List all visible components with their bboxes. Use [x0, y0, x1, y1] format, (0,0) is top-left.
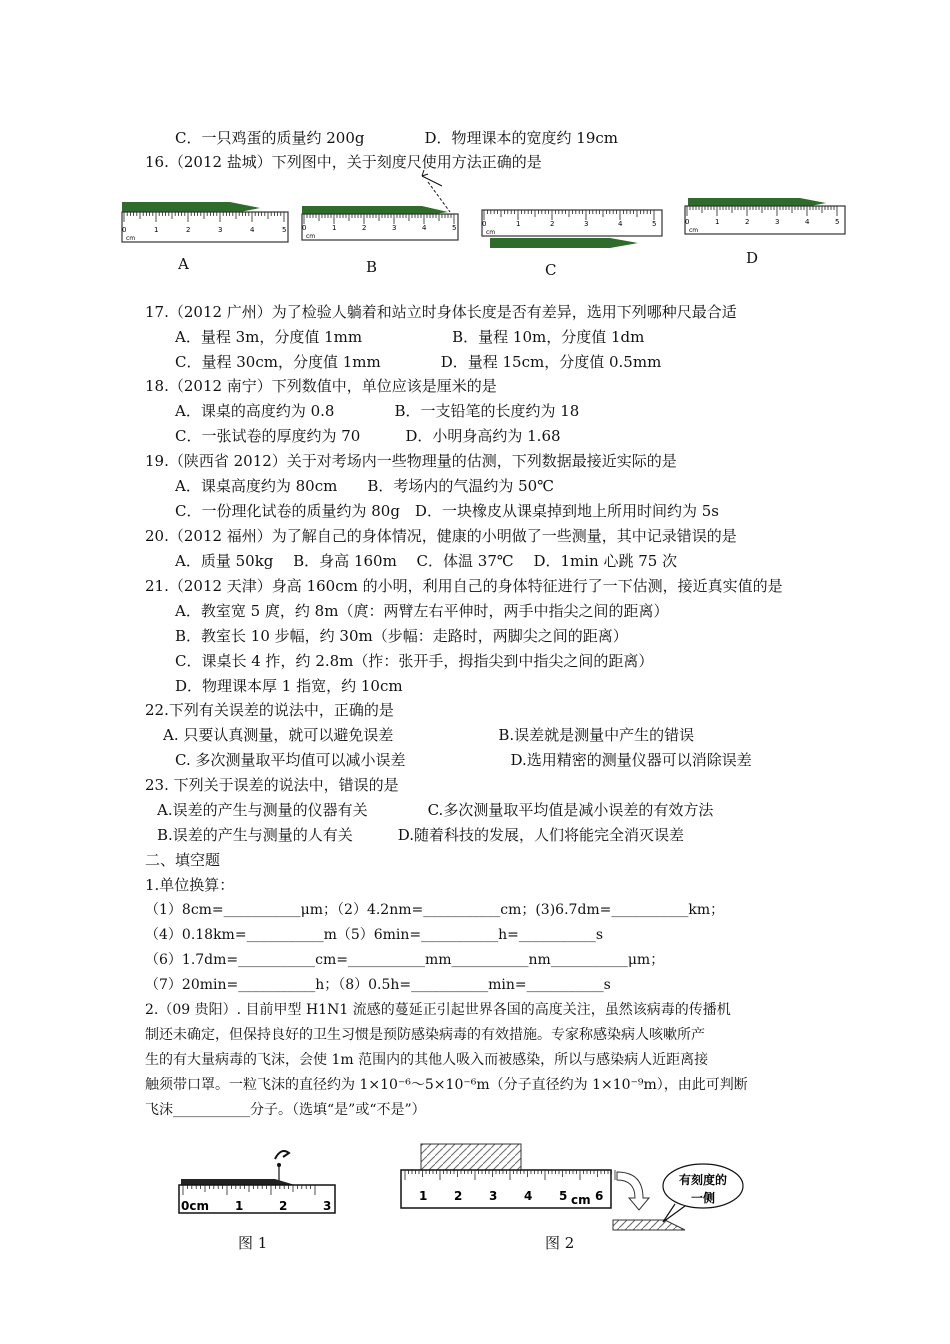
callout-text-2: 一侧	[690, 1191, 716, 1205]
q22-options-1: A. 只要认真测量，就可以避免误差 B.误差就是测量中产生的错误	[163, 726, 695, 744]
ruler-unit: cm	[306, 233, 316, 240]
ruler-number: 5	[282, 226, 287, 234]
block	[421, 1144, 521, 1170]
figure-2	[395, 1140, 755, 1240]
fill-1-line-3: （6）1.7dm=___________cm=___________mm___________nm___________μm；	[145, 952, 665, 968]
figure-1	[175, 1135, 345, 1220]
ruler-d	[685, 206, 845, 234]
q21-option-c: C．课桌长 4 拃，约 2.8m（拃：张开手，拇指尖到中指尖之间的距离）	[175, 652, 654, 670]
label-c: C	[545, 261, 557, 279]
q17-options-2: C．量程 30cm，分度值 1mm D．量程 15cm，分度值 0.5mm	[175, 353, 662, 371]
ruler-number: 1	[332, 224, 337, 232]
ruler-unit: 0cm	[181, 1199, 209, 1213]
ruler-number: 2	[745, 218, 750, 226]
ruler-number: 5	[835, 218, 840, 226]
arrow-pencil-c	[490, 238, 638, 248]
ruler-number: 3	[392, 224, 397, 232]
question-16: 16.（2012 盐城）下列图中，关于刻度尺使用方法正确的是	[145, 153, 542, 171]
fill-1-line-1: （1）8cm=___________μm；（2）4.2nm=___________cm；(3)6.7dm=___________km；	[145, 902, 725, 918]
eye-icon	[422, 170, 442, 186]
ruler-number: 3	[775, 218, 780, 226]
q23-options-2: B.误差的产生与测量的人有关 D.随着科技的发展，人们将能完全消灭误差	[157, 826, 685, 844]
section-fill-in: 二、填空题	[145, 851, 221, 869]
curved-arrow-icon	[617, 1172, 649, 1210]
svg-text:1: 1	[235, 1199, 244, 1213]
fill-2-line-5: 飞沫___________分子。（选填“是”或“不是”）	[145, 1102, 426, 1118]
ruler-option-b	[302, 170, 458, 240]
option-line: C．一只鸡蛋的质量约 200g D．物理课本的宽度约 19cm	[175, 129, 618, 147]
svg-text:2: 2	[279, 1199, 288, 1213]
question-17: 17.（2012 广州）为了检验人躺着和站立时身体长度是否有差异，选用下列哪种尺最合适	[145, 303, 737, 321]
ruler-number: 4	[618, 220, 623, 228]
ruler-number: 4	[250, 226, 255, 234]
ruler-number: 3	[218, 226, 223, 234]
ruler-number: 2	[362, 224, 367, 232]
question-22: 22.下列有关误差的说法中，正确的是	[145, 701, 394, 719]
svg-text:4: 4	[524, 1189, 533, 1203]
svg-text:6: 6	[595, 1189, 604, 1203]
label-d: D	[746, 249, 759, 267]
ruler-number: 1	[516, 220, 521, 228]
q21-option-b: B．教室长 10 步幅，约 30m（步幅：走路时，两脚尖之间的距离）	[175, 627, 628, 645]
ruler-number: 0	[122, 226, 127, 234]
ruler-number: 5	[452, 224, 457, 232]
q22-options-2: C. 多次测量取平均值可以减小误差 D.选用精密的测量仪器可以消除误差	[175, 751, 752, 769]
question-19: 19.（陕西省 2012）关于对考场内一些物理量的估测，下列数据最接近实际的是	[145, 452, 677, 470]
svg-text:1: 1	[419, 1189, 428, 1203]
q23-options-1: A.误差的产生与测量的仪器有关 C.多次测量取平均值是减小误差的有效方法	[157, 801, 714, 819]
fill-1-line-2: （4）0.18km=___________m（5）6min=___________h=___________s	[145, 927, 604, 943]
fill-1: 1.单位换算：	[145, 876, 235, 894]
fill-2-line-1: 2.（09 贵阳）. 目前甲型 H1N1 流感的蔓延正引起世界各国的高度关注，虽然该病毒的传播机	[145, 1002, 731, 1018]
svg-text:2: 2	[454, 1189, 463, 1203]
question-21: 21.（2012 天津）身高 160cm 的小明，利用自己的身体特征进行了一下估测，接近真实值的是	[145, 577, 783, 595]
ruler-number: 2	[550, 220, 555, 228]
ruler-unit: cm	[486, 229, 496, 236]
question-18: 18.（2012 南宁）下列数值中，单位应该是厘米的是	[145, 377, 497, 395]
q18-options-2: C．一张试卷的厚度约为 70 D．小明身高约为 1.68	[175, 427, 561, 445]
ruler-number: 0	[482, 220, 487, 228]
fill-2-line-4: 触须带口罩。一粒飞沫的直径约为 1×10⁻⁶～5×10⁻⁶m（分子直径约为 1×10⁻⁹m），由此可判断	[145, 1077, 748, 1093]
ruler-number: 0	[685, 218, 690, 226]
ruler-number: 3	[584, 220, 589, 228]
figure-2-caption: 图 2	[545, 1234, 575, 1252]
ruler-unit: cm	[126, 235, 136, 242]
ruler-unit: cm	[571, 1193, 591, 1207]
svg-text:3: 3	[323, 1199, 332, 1213]
ruler-unit: cm	[689, 227, 699, 234]
ruler-number: 5	[652, 220, 657, 228]
question-20: 20.（2012 福州）为了解自己的身体情况，健康的小明做了一些测量，其中记录错误的是	[145, 527, 737, 545]
fill-1-line-4: （7）20min=___________h；（8）0.5h=___________min=___________s	[145, 977, 611, 993]
ruler-number: 0	[302, 224, 307, 232]
q21-option-d: D．物理课本厚 1 指宽，约 10cm	[175, 677, 403, 695]
ruler-number: 4	[805, 218, 810, 226]
ruler-cross-section	[613, 1220, 685, 1230]
question-23: 23. 下列关于误差的说法中，错误的是	[145, 776, 399, 794]
ruler-option-c	[482, 210, 662, 248]
ruler-option-d	[685, 198, 845, 234]
ruler-number: 2	[186, 226, 191, 234]
fill-2-line-2: 制还未确定，但保持良好的卫生习惯是预防感染病毒的有效措施。专家称感染病人咳嗽所产	[145, 1027, 705, 1043]
ruler-a	[122, 212, 288, 242]
label-b: B	[366, 258, 378, 276]
q19-options-1: A．课桌高度约为 80cm B．考场内的气温约为 50℃	[175, 477, 554, 495]
q17-options-1: A．量程 3m，分度值 1mm B．量程 10m，分度值 1dm	[175, 328, 645, 346]
q21-option-a: A．教室宽 5 庹，约 8m（庹：两臂左右平伸时，两手中指尖之间的距离）	[175, 602, 669, 620]
sight-line	[428, 182, 450, 212]
fill-2-line-3: 生的有大量病毒的飞沫，会使 1m 范围内的其他人吸入而被感染，所以与感染病人近距离接	[145, 1052, 709, 1068]
ruler-number: 4	[422, 224, 427, 232]
ruler-option-a	[122, 202, 288, 242]
figure-1-caption: 图 1	[238, 1234, 268, 1252]
q20-options: A．质量 50kg B．身高 160m C．体温 37℃ D．1min 心跳 75 次	[175, 552, 678, 570]
q16-ruler-figures	[110, 168, 870, 288]
label-a: A	[178, 255, 189, 273]
svg-text:3: 3	[489, 1189, 498, 1203]
q18-options-1: A．课桌的高度约为 0.8 B．一支铅笔的长度约为 18	[175, 402, 580, 420]
ruler-number: 1	[715, 218, 720, 226]
callout-text-1: 有刻度的	[678, 1173, 728, 1187]
ruler-number: 1	[154, 226, 159, 234]
eye-icon	[275, 1151, 289, 1159]
q19-options-2: C．一份理化试卷的质量约为 80g D．一块橡皮从课桌掉到地上所用时间约为 5s	[175, 502, 719, 520]
svg-text:5: 5	[559, 1189, 568, 1203]
